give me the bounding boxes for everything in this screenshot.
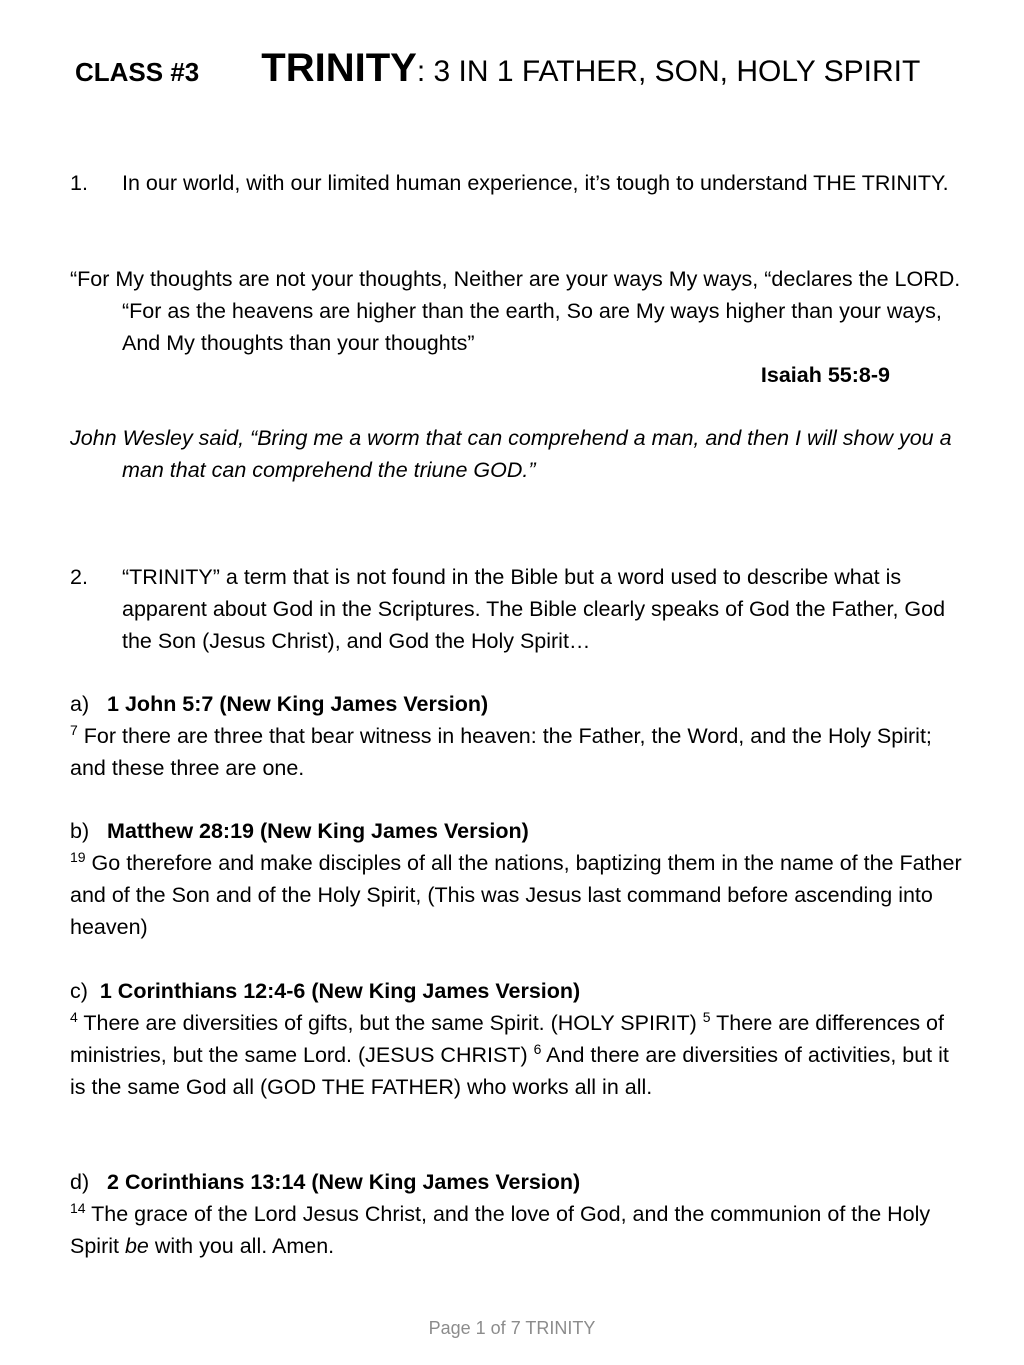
verse-a-heading: [70, 688, 970, 720]
isaiah-quote: “For My thoughts are not your thoughts, Neither are your ways My ways, “declares the LORD. “For as the heavens are higher than the earth, So are My ways higher than your ways, And My thoughts than your thoughts”: [70, 267, 961, 355]
verse-text: Go therefore and make disciples of all the nations, baptizing them in the name of the Father and of the Son and of the Holy Spirit, (This was Jesus last command before ascending into heaven): [70, 851, 962, 939]
title-main: TRINITY: [261, 46, 417, 90]
verse-a: [70, 688, 970, 784]
isaiah-reference: Isaiah 55:8-9: [760, 363, 890, 387]
point-1-text: In our world, with our limited human experience, it’s tough to understand THE TRINITY.: [122, 171, 949, 195]
page-footer: Page 1 of 7 TRINITY: [428, 1318, 596, 1338]
verse-b-heading: [70, 815, 970, 847]
page-title: [75, 46, 920, 91]
verse-b: [70, 815, 970, 943]
verse-c-body: [70, 1007, 970, 1103]
verse-text: And there are diversities of activities, but it is the same God all (GOD THE FATHER) who works all in all.: [70, 1043, 949, 1099]
verse-number: 6: [533, 1040, 542, 1057]
verse-d-reference: 2 Corinthians 13:14 (New King James Version): [107, 1170, 581, 1194]
verse-d-letter: d): [70, 1170, 90, 1194]
verse-text-italic: be: [124, 1234, 149, 1258]
verse-c-letter: c): [70, 979, 88, 1003]
verse-number: 4: [70, 1008, 78, 1025]
verse-a-letter: a): [70, 692, 90, 716]
verse-d: [70, 1166, 970, 1262]
verse-b-body: [70, 847, 970, 943]
wesley-quote-block: [70, 422, 970, 486]
verse-a-reference: 1 John 5:7 (New King James Version): [107, 692, 489, 716]
verse-c-reference: 1 Corinthians 12:4-6 (New King James Version): [99, 979, 581, 1003]
point-2-text: “TRINITY” a term that is not found in the Bible but a word used to describe what is apparent about God in the Scriptures. The Bible clearly speaks of God the Father, God the Son (Jesus Christ), and God the Holy Spirit…: [122, 565, 946, 653]
verse-text: There are differences of ministries, but the same Lord. (JESUS CHRIST): [70, 1011, 944, 1067]
verse-b-reference: Matthew 28:19 (New King James Version): [107, 819, 529, 843]
verse-text: For there are three that bear witness in heaven: the Father, the Word, and the Holy Spirit; and these three are one.: [70, 724, 932, 780]
wesley-quote: John Wesley said, “Bring me a worm that can comprehend a man, and then I will show you a man that can comprehend the triune GOD.”: [70, 426, 952, 482]
point-2: [70, 561, 970, 657]
verse-number: 14: [70, 1199, 86, 1216]
verse-d-body: [70, 1198, 970, 1262]
verse-number: 19: [70, 848, 86, 865]
class-label: CLASS #3: [75, 57, 200, 87]
verse-text: There are diversities of gifts, but the same Spirit. (HOLY SPIRIT): [77, 1011, 703, 1035]
verse-text: The grace of the Lord Jesus Christ, and the love of God, and the communion of the Holy Spirit: [70, 1202, 931, 1258]
verse-c-heading: [70, 975, 970, 1007]
point-2-number: 2.: [70, 565, 88, 589]
verse-number: 5: [702, 1008, 711, 1025]
verse-b-letter: b): [70, 819, 90, 843]
point-1: [70, 167, 970, 199]
title-subtitle: : 3 IN 1 FATHER, SON, HOLY SPIRIT: [416, 55, 921, 88]
isaiah-quote-block: [70, 263, 970, 391]
verse-text: with you all. Amen.: [148, 1234, 335, 1258]
verse-a-body: [70, 720, 970, 784]
verse-c: [70, 975, 970, 1103]
verse-d-heading: [70, 1166, 970, 1198]
verse-number: 7: [70, 721, 78, 738]
point-1-number: 1.: [70, 171, 88, 195]
